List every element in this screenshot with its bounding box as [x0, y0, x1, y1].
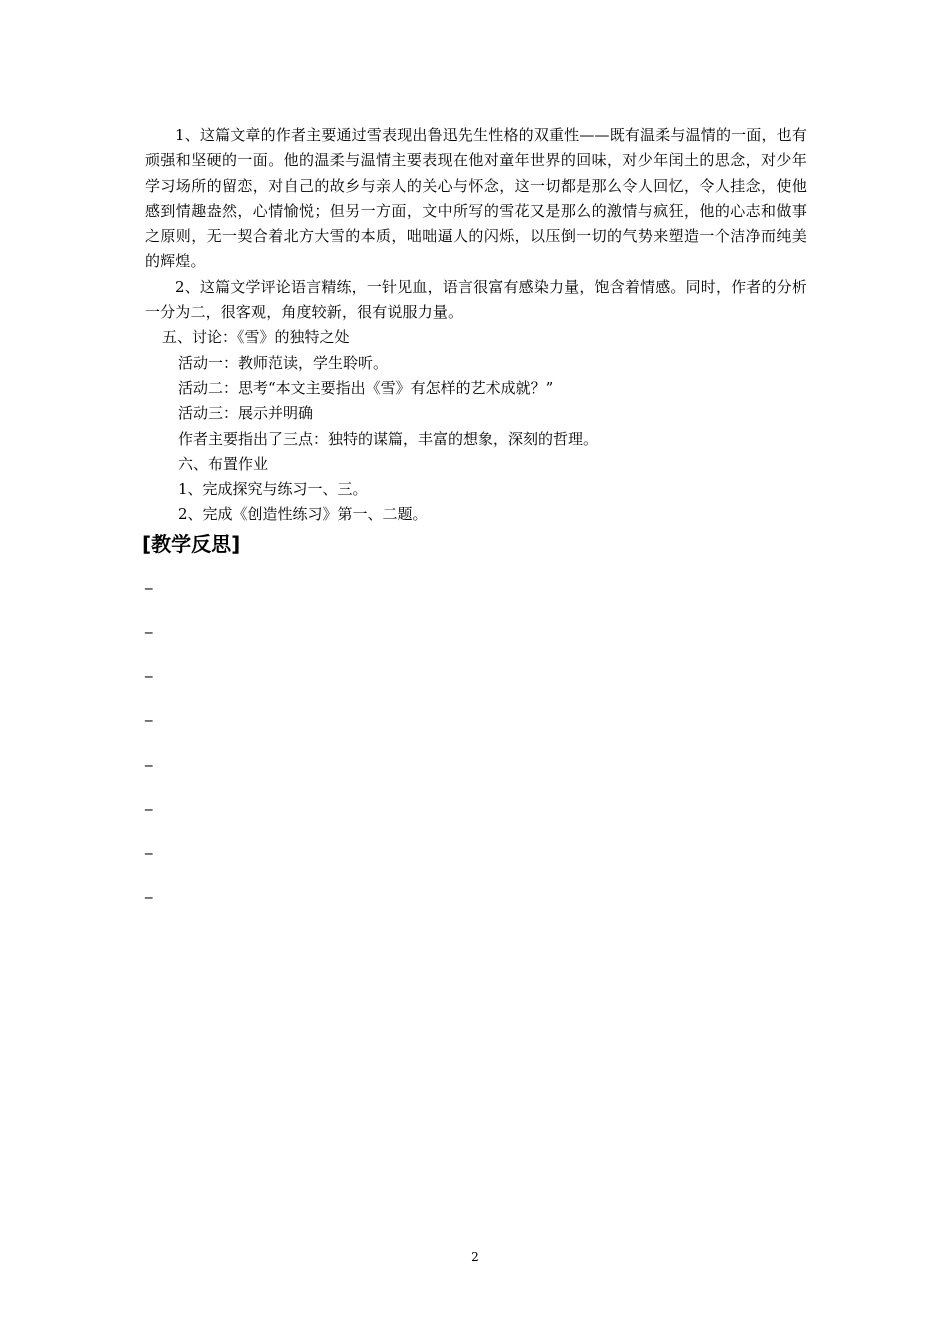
activity-2: 活动二：思考“本文主要指出《雪》有怎样的艺术成就？” — [178, 378, 554, 397]
reflection-blank-line: _ — [145, 704, 153, 723]
homework-2: 2、完成《创造性练习》第一、二题。 — [178, 505, 428, 524]
reflection-blank-line: _ — [145, 571, 153, 590]
reflection-blank-line: _ — [145, 615, 153, 634]
paragraph-analysis-1: 1、这篇文章的作者主要通过雪表现出鲁迅先生性格的双重性——既有温柔与温情的一面，也有顽强和坚硬的一面。他的温柔与温情主要表现在他对童年世界的回味，对少年闰土的思念，对少年学习场所的留恋，对自己的故乡与亲人的关心与怀念，这一切都是那么令人回忆，令人挂念，使他感到情趣盎然，心情愉悦；但另一方面，文中所写的雪花又是那么的激情与疯狂，他的心志和做事之原则，无一契合着北方大雪的本质，咄咄逼人的闪烁，以压倒一切的气势来塑造一个洁净而纯美的辉煌。 — [145, 126, 807, 271]
reflection-blank-line: _ — [145, 836, 153, 855]
activity-1: 活动一：教师范读，学生聆听。 — [178, 353, 389, 372]
page-number: 2 — [471, 1250, 479, 1264]
reflection-blank-line: _ — [145, 881, 153, 900]
reflection-heading: [教学反思] — [142, 531, 241, 556]
reflection-blank-line: _ — [145, 792, 153, 811]
section-6-title: 六、布置作业 — [178, 454, 269, 473]
reflection-blank-line: _ — [145, 748, 153, 767]
paragraph-analysis-2: 2、这篇文学评论语言精练，一针见血，语言很富有感染力量，饱含着情感。同时，作者的分析一分为二，很客观，角度较新，很有说服力量。 — [145, 277, 807, 322]
homework-1: 1、完成探究与练习一、三。 — [178, 480, 368, 499]
document-body — [142, 123, 807, 926]
reflection-blank-line: _ — [145, 660, 153, 679]
activity-3: 活动三：展示并明确 — [178, 404, 314, 423]
conclusion-line: 作者主要指出了三点：独特的谋篇，丰富的想象，深刻的哲理。 — [178, 429, 599, 448]
section-5-title: 五、讨论：《雪》的独特之处 — [162, 328, 350, 347]
reflection-blank-lines — [145, 573, 807, 927]
